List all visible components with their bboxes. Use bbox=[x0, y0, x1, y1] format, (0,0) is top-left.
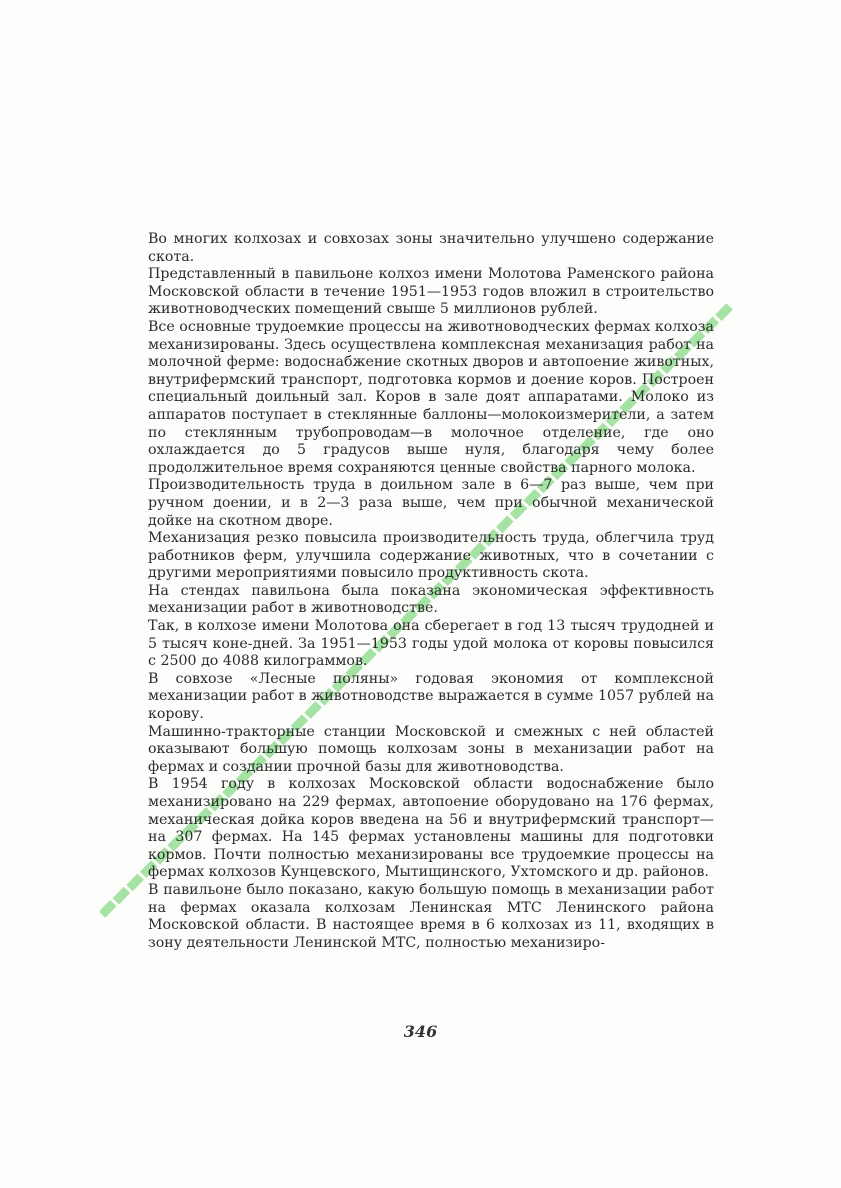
paragraph: Производительность труда в доильном зале в 6—7 раз выше, чем при ручном доении, и в 2—3 раза выше, чем при обычной механической дойке на скотном дворе. bbox=[148, 477, 714, 529]
paragraph: Во многих колхозах и совхозах зоны значительно улучшено содержание скота. bbox=[148, 231, 714, 265]
paragraph: На стендах павильона была показана экономическая эффективность механизации работ в животноводстве. bbox=[148, 582, 714, 617]
watermark-mark bbox=[100, 900, 116, 918]
body-text bbox=[148, 231, 714, 952]
paragraph: Представленный в павильоне колхоз имени Молотова Раменского района Московской области в течение 1951—1953 годов вложил в строительство животноводческих помещений свыше 5 миллионов рублей. bbox=[148, 266, 714, 318]
paragraph: Так, в колхозе имени Молотова она сберегает в год 13 тысяч трудодней и 5 тысяч коне-дней. За 1951—1953 годы удой молока от коровы повысился с 2500 до 4088 килограммов. bbox=[148, 618, 714, 670]
paragraph: В павильоне было показано, какую большую помощь в механизации работ на фермах оказала колхозам Ленинская МТС Ленинского района Московской области. В настоящее время в 6 колхозах из 11, входящих в зону деятельности Ленинской МТС, полностью механизиро- bbox=[148, 881, 714, 951]
paragraph: Машинно-тракторные станции Московской и смежных с ней областей оказывают большую помощь колхозам зоны в механизации работ на фермах и создании прочной базы для животноводства. bbox=[148, 723, 714, 775]
page-number: 346 bbox=[403, 1022, 438, 1041]
paragraph: Все основные трудоемкие процессы на животноводческих фермах колхоза механизированы. Здесь осуществлена комплексная механизация работ на молочной ферме: водоснабжение скотных дворов и автопоение животных, внутрифермский транспорт, подготовка кормов и доение коров. Построен специальный доильный зал. Коров в зале доят аппаратами. Молоко из аппаратов поступает в стеклянные баллоны—молокоизмерители, а затем по стеклянным трубопроводам—в молочное отделение, где оно охлаждается до 5 градусов выше нуля, благодаря чему более продолжительное время сохраняются ценные свойства парного молока. bbox=[148, 318, 714, 476]
watermark-mark bbox=[126, 873, 144, 891]
paragraph: Механизация резко повысила производительность труда, облегчила труд работников ферм, улучшила содержание животных, что в сочетании с другими мероприятиями повысило продуктивность скота. bbox=[148, 530, 714, 582]
paragraph: В 1954 году в колхозах Московской области водоснабжение было механизировано на 229 фермах, автопоение оборудовано на 176 фермах, механическая дойка коров введена на 56 и внутрифермский транспорт—на 307 фермах. На 145 фермах установлены машины для подготовки кормов. Почти полностью механизированы все трудоемкие процессы на фермах колхозов Кунцевского, Мытищинского, Ухтомского и др. районов. bbox=[148, 776, 714, 881]
watermark-mark bbox=[715, 303, 733, 321]
watermark-mark bbox=[113, 887, 131, 905]
paragraph: В совхозе «Лесные поляны» годовая экономия от комплексной механизации работ в животноводстве выражается в сумме 1057 рублей на корову. bbox=[148, 670, 714, 723]
